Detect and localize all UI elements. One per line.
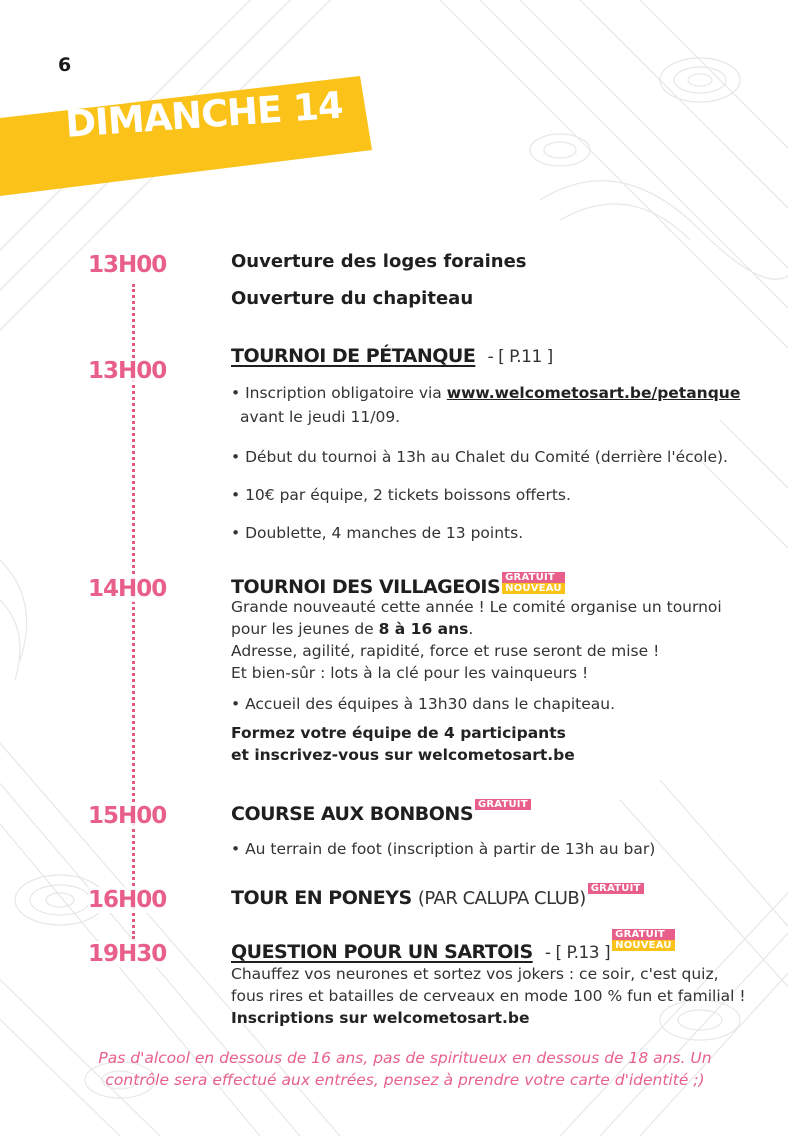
event-description: Grande nouveauté cette année ! Le comité organise un tournoi pour les jeunes de [231,598,722,638]
page-title: DIMANCHE 14 [64,83,344,146]
event-description: Adresse, agilité, rapidité, force et ruse seront de mise ! [231,642,660,660]
event-time: 13H00 [88,252,167,278]
age-range: 8 à 16 ans [378,620,469,638]
page-reference: - [ P.11 ] [487,347,553,367]
event-time: 13H00 [88,358,167,384]
page-reference: - [ P.13 ] [544,943,611,963]
event-villageois [231,572,761,766]
badge-nouveau: NOUVEAU [612,940,675,951]
event-time: 15H00 [88,803,167,829]
event-time: 16H00 [88,887,167,913]
event-description: fous rires et batailles de cerveaux en mode 100 % fun et familial ! [231,987,746,1005]
event-subtitle: (PAR CALUPA CLUB) [417,888,586,909]
event-quiz [231,929,761,1029]
bullet-text: • Doublette, 4 manches de 13 points. [231,524,524,542]
age-restriction-note: Pas d'alcool en dessous de 16 ans, pas de spiritueux en dessous de 18 ans. Un contrôle sera effectué aux entrées, pensez à prendre votre carte d'identité ;) [98,1049,712,1089]
bullet-text: • Au terrain de foot (inscription à partir de 13h au bar) [231,840,656,858]
event-description: Chauffez vos neurones et sortez vos jokers : ce soir, c'est quiz, [231,965,719,983]
badge-nouveau: NOUVEAU [502,583,565,594]
event-opening [231,251,761,309]
event-title: QUESTION POUR UN SARTOIS [231,941,533,963]
event-line: Ouverture du chapiteau [231,288,474,309]
bullet-text: avant le jeudi 11/09. [240,408,401,426]
event-time: 14H00 [88,576,167,602]
event-title: TOUR EN PONEYS [231,887,412,909]
badge-gratuit: GRATUIT [502,572,565,583]
bullet-text: • 10€ par équipe, 2 tickets boissons offerts. [231,486,571,504]
event-title: COURSE AUX BONBONS [231,803,473,825]
badge-gratuit: GRATUIT [612,929,675,940]
event-description: . [468,620,474,638]
event-petanque [231,345,761,545]
call-to-action: Inscriptions sur welcometosart.be [231,1009,530,1027]
page-number: 6 [58,54,72,76]
badge-gratuit: GRATUIT [475,799,531,810]
call-to-action: Formez votre équipe de 4 participants [231,724,566,742]
event-bonbons [231,799,761,861]
event-title: TOURNOI DES VILLAGEOIS [231,576,501,598]
event-poneys [231,883,761,909]
badge-gratuit: GRATUIT [588,883,644,894]
call-to-action: et inscrivez-vous sur welcometosart.be [231,746,575,764]
petanque-registration-link[interactable]: www.welcometosart.be/petanque [446,384,741,402]
event-description: Et bien-sûr : lots à la clé pour les vainqueurs ! [231,664,589,682]
bullet-text: • Début du tournoi à 13h au Chalet du Comité (derrière l'école). [231,448,728,466]
event-title: TOURNOI DE PÉTANQUE [231,345,476,367]
bullet-text: • Inscription obligatoire via [231,384,447,402]
event-time: 19H30 [88,941,167,967]
event-line: Ouverture des loges foraines [231,251,527,272]
bullet-text: • Accueil des équipes à 13h30 dans le chapiteau. [231,695,616,713]
